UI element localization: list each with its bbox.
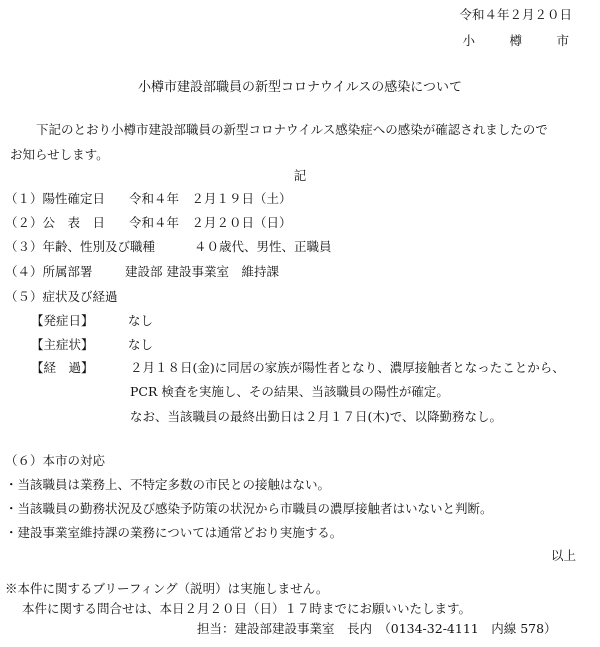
response-heading: （６）本市の対応 — [5, 453, 106, 468]
intro-line-2: お知らせします。 — [10, 147, 109, 162]
onset-label: 【発症日】 — [31, 313, 94, 328]
course-line-3: なお、当該職員の最終出勤日は２月１７日(木)で、以降勤務なし。 — [130, 409, 503, 424]
item-2-label: （２）公 表 日 — [5, 215, 106, 230]
item-2 — [5, 217, 292, 230]
course-line-2: PCR 検査を実施し、その結果、当該職員の陽性が確定。 — [130, 384, 449, 399]
response-bullet-1: ・当該職員は業務上、不特定多数の市民との接触はない。 — [5, 477, 331, 492]
ki-marker: 記 — [293, 168, 307, 183]
item-3-label: （３）年齢、性別及び職種 — [5, 239, 156, 254]
response-bullet-3: ・建設事業室維持課の業務については通常どおり実施する。 — [5, 525, 343, 540]
item-4 — [5, 266, 279, 279]
item-2-value: 令和４年 ２月２０日（日） — [129, 215, 292, 230]
intro-line-1: 下記のとおり小樽市建設部職員の新型コロナウイルス感染症への感染が確認されましたので — [36, 122, 548, 137]
contact-line: 担当：建設部建設事業室 長内 （0134-32-4111 内線 578） — [197, 621, 557, 636]
item-3-value: ４０歳代、男性、正職員 — [194, 239, 332, 254]
item-1-value: 令和４年 ２月１９日（土） — [129, 191, 292, 206]
onset-value: なし — [128, 313, 154, 328]
course-label: 【経 過】 — [31, 360, 94, 375]
item-3 — [5, 241, 332, 254]
onset-row — [31, 315, 153, 328]
inquiry-line: 本件に関する問合せは、本日２月２０日（日）１７時までにお願いいたします。 — [22, 601, 472, 616]
item-5 — [5, 291, 118, 304]
end-marker: 以上 — [550, 548, 576, 563]
item-4-label: （４）所属部署 — [5, 264, 93, 279]
item-1 — [5, 193, 292, 206]
item-4-value: 建設部 建設事業室 維持課 — [125, 264, 279, 279]
response-bullet-2: ・当該職員の勤務状況及び感染予防策の状況から市職員の濃厚接触者はいないと判断。 — [5, 501, 493, 516]
document-title: 小樽市建設部職員の新型コロナウイルスの感染について — [138, 80, 462, 95]
item-1-label: （１）陽性確定日 — [5, 191, 106, 206]
date-line: 令和４年２月２０日 — [459, 7, 572, 22]
briefing-note: ※本件に関するブリーフィング（説明）は実施しません。 — [5, 581, 329, 596]
course-row — [31, 362, 565, 375]
issuer-line: 小 樽 市 — [462, 33, 580, 48]
main-symptom-label: 【主症状】 — [31, 337, 94, 352]
item-5-label: （５）症状及び経過 — [5, 289, 118, 304]
main-symptom-row — [31, 339, 153, 352]
course-line-1: ２月１８日(金)に同居の家族が陽性者となり、濃厚接触者となったことから、 — [130, 360, 565, 375]
main-symptom-value: なし — [128, 337, 154, 352]
